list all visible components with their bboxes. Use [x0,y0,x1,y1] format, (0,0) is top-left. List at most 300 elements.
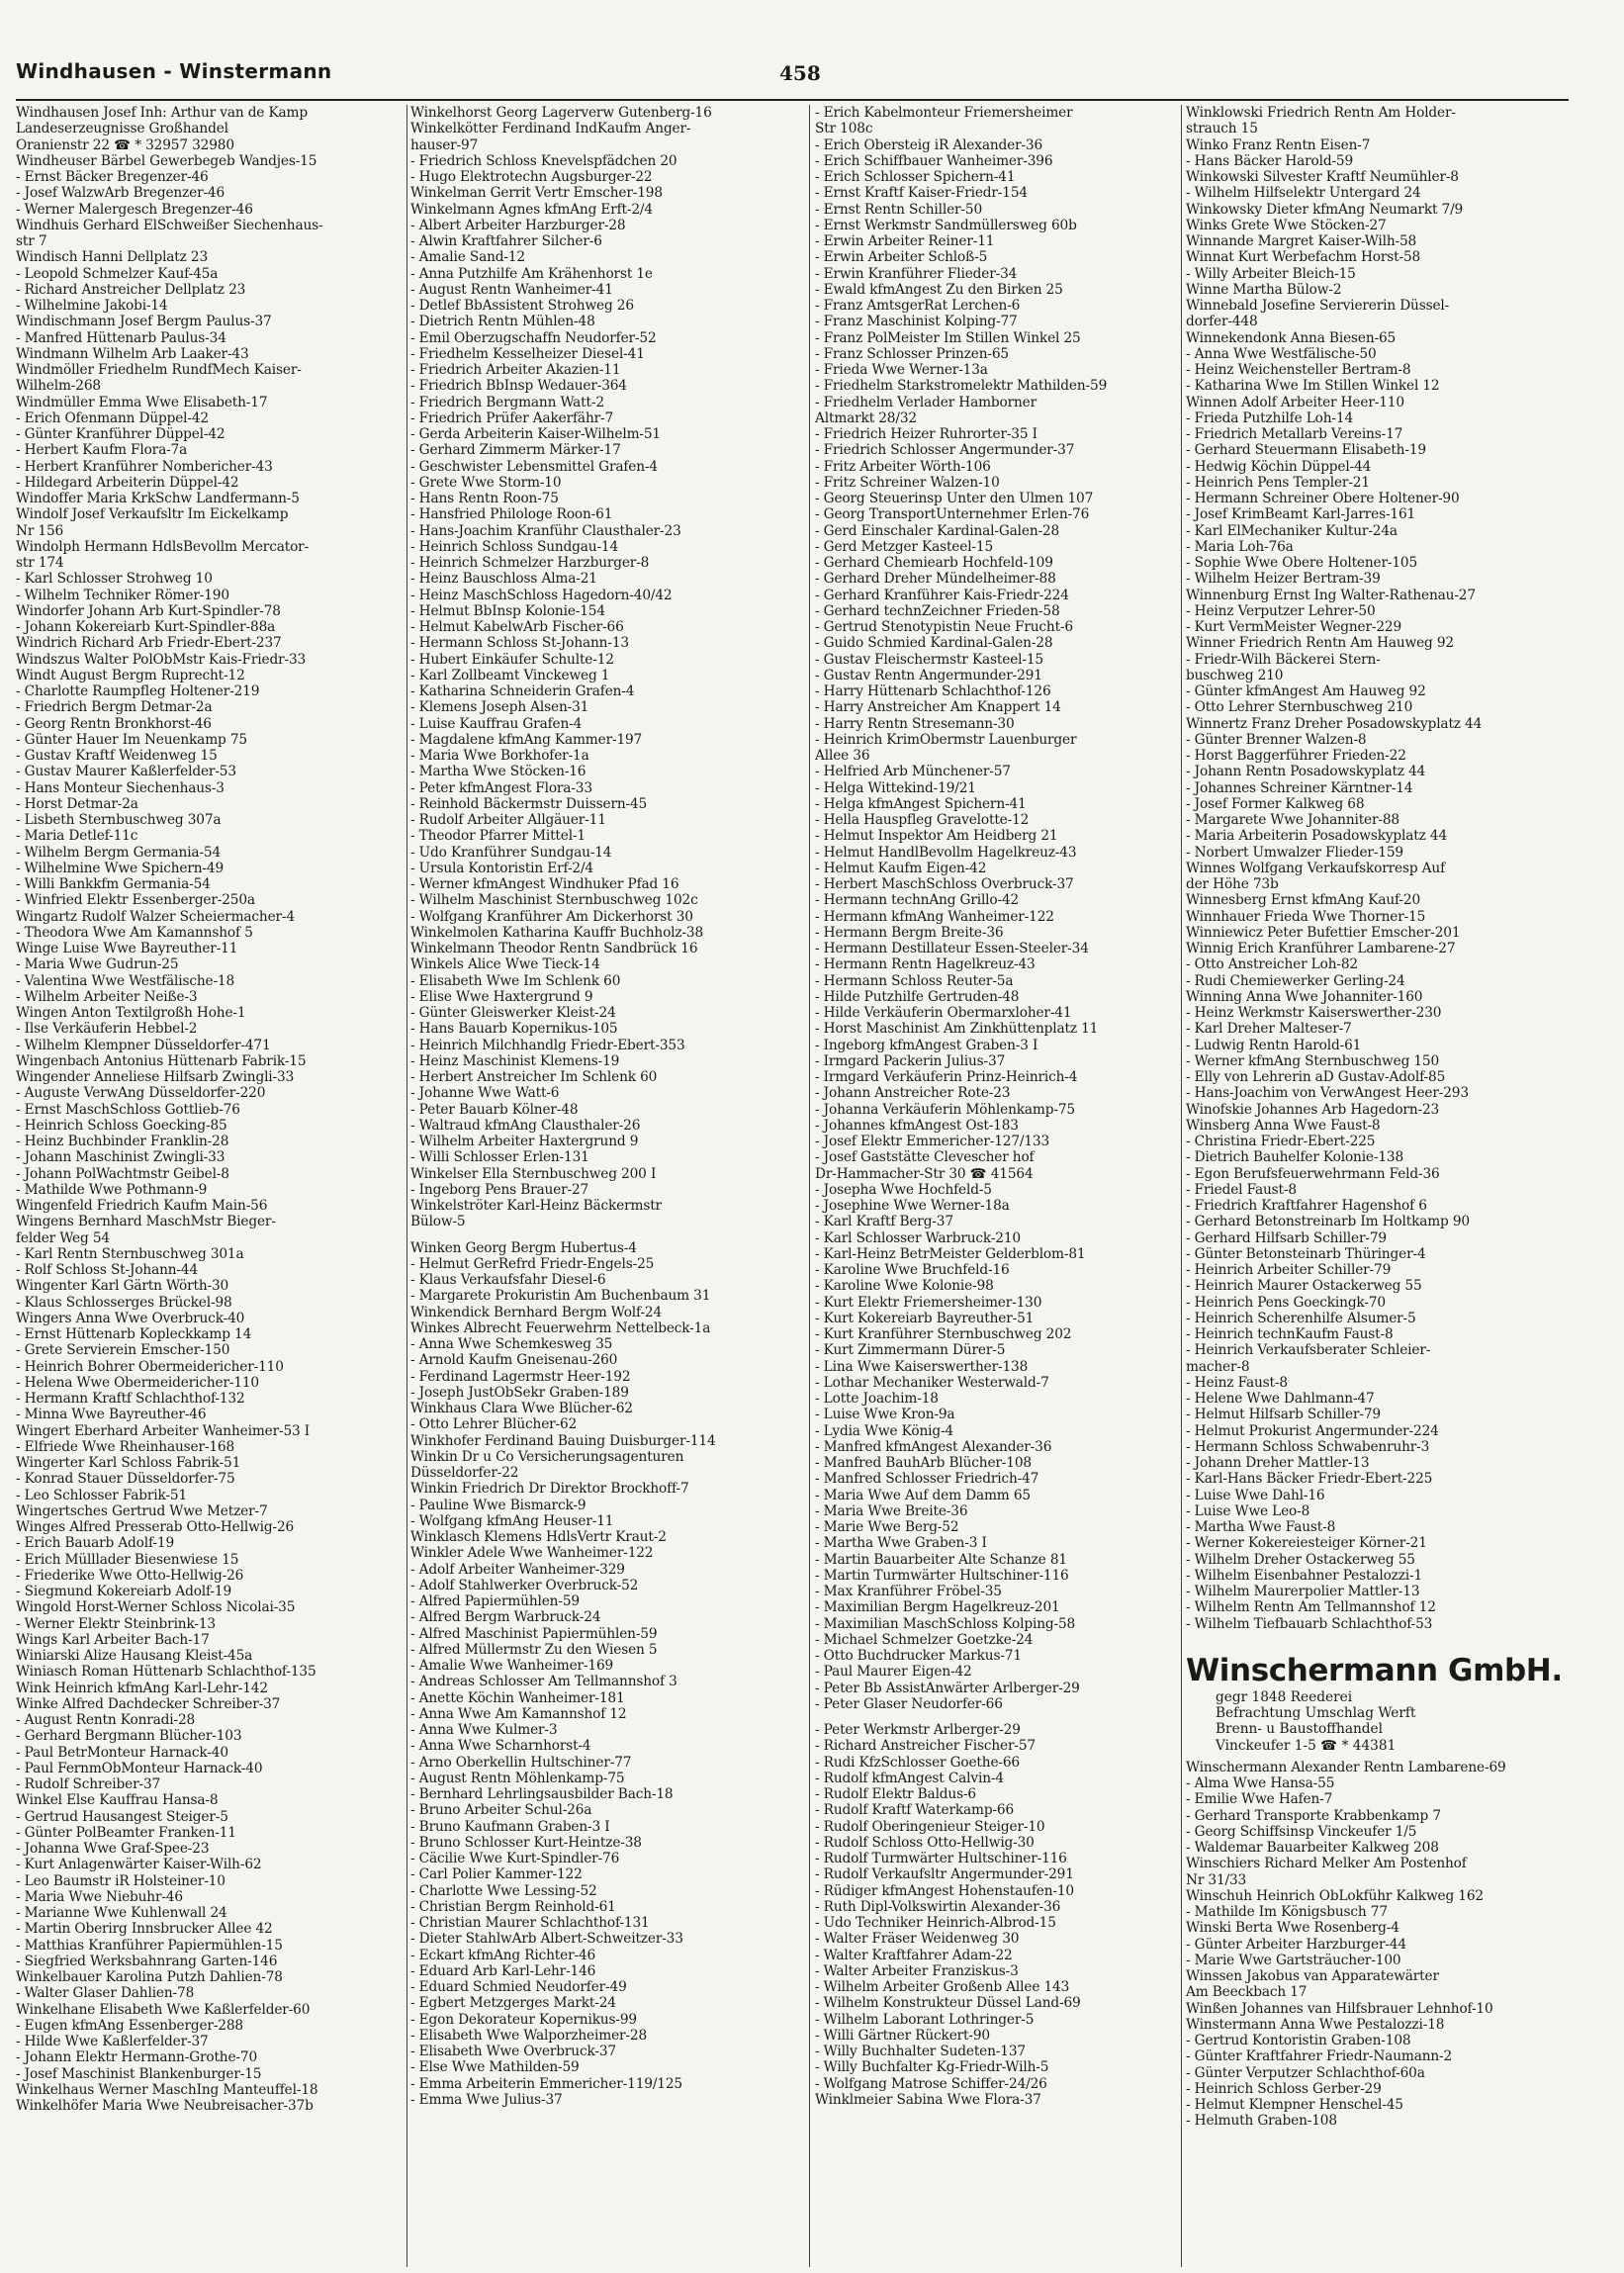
page-number: 458 [779,61,821,85]
directory-entry: - Ferdinand Lagermstr Heer-192 [410,1368,631,1385]
directory-entry: - Joseph JustObSekr Graben-189 [410,1384,629,1401]
directory-entry: - Günter kfmAngest Am Hauweg 92 [1186,683,1426,699]
ad-line: Vinckeufer 1-5 ☎ * 44381 [1216,1737,1397,1754]
directory-entry: - Emma Arbeiterin Emmericher-119/125 [410,2075,682,2092]
directory-entry: - Harry Anstreicher Am Knappert 14 [815,699,1061,716]
directory-entry: - Josef Former Kalkweg 68 [1186,795,1365,812]
directory-entry: str 174 [16,555,64,571]
directory-entry: - Luise Wwe Dahl-16 [1186,1487,1325,1503]
directory-entry: - Martha Wwe Graben-3 I [815,1535,987,1552]
directory-entry: - Kurt VermMeister Wegner-229 [1186,619,1402,635]
directory-entry: - Hermann kfmAng Wanheimer-122 [815,908,1054,925]
directory-entry: - Franz Maschinist Kolping-77 [815,314,1018,330]
directory-entry: - Magdalene kfmAng Kammer-197 [410,731,643,748]
directory-entry: - Rolf Schloss St-Johann-44 [16,1262,199,1278]
directory-entry: - Klaus Verkaufsfahr Diesel-6 [410,1272,606,1288]
directory-entry: - Guido Schmied Kardinal-Galen-28 [815,635,1053,652]
directory-entry: - Eduard Arb Karl-Lehr-146 [410,1962,596,1979]
directory-entry: - Heinrich Scherenhilfe Alsumer-5 [1186,1310,1416,1326]
directory-entry: - Josephine Wwe Werner-18a [815,1198,1010,1214]
directory-entry: - Erich Ofenmann Düppel-42 [16,409,209,426]
directory-entry: - Erwin Arbeiter Reiner-11 [815,233,995,249]
directory-entry: - Christina Friedr-Ebert-225 [1186,1134,1376,1149]
directory-entry: - Hermann Schloss Schwabenruhr-3 [1186,1438,1430,1455]
directory-entry: - Horst Maschinist Am Zinkhüttenplatz 11 [815,1021,1099,1038]
directory-entry: - Günter Verputzer Schlachthof-60a [1186,2064,1425,2081]
directory-entry: Wingers Anna Wwe Overbruck-40 [16,1310,245,1326]
directory-entry: - Karoline Wwe Bruchfeld-16 [815,1262,1010,1278]
directory-entry: - Heinrich Bohrer Obermeidericher-110 [16,1358,284,1375]
column-3 [815,105,1208,2267]
directory-entry: - Ernst Rentn Schiller-50 [815,201,983,218]
directory-entry: - Johanna Verkäuferin Möhlenkamp-75 [815,1101,1075,1118]
directory-entry: - Hubert Einkäufer Schulte-12 [410,651,614,668]
directory-entry: Winkendick Bernhard Bergm Wolf-24 [410,1304,663,1320]
directory-entry: - Heinrich KrimObermstr Lauenburger [815,731,1077,748]
directory-entry: - Emilie Wwe Hafen-7 [1186,1791,1333,1808]
directory-entry: - Hugo Elektrotechn Augsburger-22 [410,169,653,185]
directory-entry: - Theodora Wwe Am Kamannshof 5 [16,924,253,941]
directory-entry: - Johann Dreher Mattler-13 [1186,1455,1370,1471]
directory-entry: - Wilhelm Techniker Römer-190 [16,587,229,603]
directory-entry: - Helfried Arb Münchener-57 [815,764,1011,780]
directory-entry: - Heinrich Milchhandlg Friedr-Ebert-353 [410,1037,685,1053]
directory-entry: Winnesberg Ernst kfmAng Kauf-20 [1186,892,1421,909]
directory-entry: - Michael Schmelzer Goetzke-24 [815,1631,1034,1648]
directory-entry: - Elisabeth Wwe Walporzheimer-28 [410,2027,648,2044]
column-4 [1186,105,1579,2267]
directory-entry: - Richard Anstreicher Fischer-57 [815,1738,1036,1755]
column-4-list-continued [1186,1760,1579,2130]
directory-entry: - Gerhard Steuermann Elisabeth-19 [1186,442,1426,459]
column-4-list [1186,105,1579,1632]
directory-entry: Winne Martha Bülow-2 [1186,281,1342,298]
directory-entry: - Helmut Hilfsarb Schiller-79 [1186,1407,1381,1423]
directory-entry: - Siegmund Kokereiarb Adolf-19 [16,1584,232,1599]
directory-entry: - Manfred Schlosser Friedrich-47 [815,1471,1039,1488]
directory-entry: - Franz PolMeister Im Stillen Winkel 25 [815,329,1081,346]
directory-entry: Winkelbauer Karolina Putzh Dahlien-78 [16,1969,283,1985]
directory-entry: Winnen Adolf Arbeiter Heer-110 [1186,394,1404,410]
directory-entry: - Gerhard Kranführer Kais-Friedr-224 [815,587,1069,603]
directory-entry: - Marie Wwe Gartsträucher-100 [1186,1952,1401,1968]
directory-entry: - Amalie Sand-12 [410,249,525,266]
blank-line [815,1712,1208,1722]
directory-entry: - Werner Malergesch Bregenzer-46 [16,201,253,218]
directory-entry: - Anna Wwe Westfälische-50 [1186,345,1377,362]
directory-entry: - Friedrich Arbeiter Akazien-11 [410,362,621,378]
company-advertisement [1186,1652,1579,1754]
directory-entry: - Otto Lehrer Blücher-62 [410,1416,578,1433]
directory-entry: - Rudolf Kraftf Waterkamp-66 [815,1802,1015,1819]
directory-entry: Winkelmann Agnes kfmAng Erft-2/4 [410,201,653,218]
directory-entry: - Gerhard Zimmerm Märker-17 [410,442,621,459]
directory-entry: - Wilhelm Tiefbauarb Schlachthof-53 [1186,1615,1433,1632]
directory-entry: - Josef KrimBeamt Karl-Jarres-161 [1186,506,1416,523]
directory-entry: - Gustav Fleischermstr Kasteel-15 [815,651,1043,668]
directory-entry: - Udo Techniker Heinrich-Albrod-15 [815,1915,1056,1931]
directory-entry: Wingartz Rudolf Walzer Scheiermacher-4 [16,908,295,925]
ad-line: gegr 1848 Reederei [1216,1688,1353,1705]
directory-entry: - Matthias Kranführer Papiermühlen-15 [16,1937,283,1954]
directory-entry: - Martin Bauarbeiter Alte Schanze 81 [815,1551,1067,1568]
directory-entry: - Katharina Schneiderin Grafen-4 [410,683,635,699]
directory-entry: - Hansfried Philologe Roon-61 [410,506,613,523]
directory-entry: Winnig Erich Kranführer Lambarene-27 [1186,941,1456,956]
directory-entry: - Helmut BbInsp Kolonie-154 [410,602,605,619]
directory-entry: Wingenter Karl Gärtn Wörth-30 [16,1278,229,1295]
directory-entry: - Gustav Rentn Angermunder-291 [815,667,1042,683]
directory-entry: - Johanna Wwe Graf-Spee-23 [16,1841,210,1857]
directory-entry: Winnhauer Frieda Wwe Thorner-15 [1186,908,1426,925]
directory-entry: - Maria Arbeiterin Posadowskyplatz 44 [1186,828,1448,845]
directory-entry: - Willy Buchhalter Sudeten-137 [815,2044,1026,2059]
directory-entry: - Heinrich Maurer Ostackerweg 55 [1186,1278,1422,1295]
directory-entry: - Erich Obersteig iR Alexander-36 [815,136,1043,153]
directory-entry: - Hilde Putzhilfe Gertruden-48 [815,988,1020,1005]
directory-entry: - Hermann Schreiner Obere Holtener-90 [1186,491,1460,506]
directory-entry: - Hermann Schloss St-Johann-13 [410,635,629,652]
directory-entry: - Wilhelm Maurerpolier Mattler-13 [1186,1584,1420,1599]
directory-entry: - Hermann Kraftf Schlachthof-132 [16,1391,245,1407]
directory-entry: - Anna Wwe Scharnhorst-4 [410,1738,591,1755]
directory-entry: - Wilhelm Laborant Lothringer-5 [815,2011,1035,2028]
directory-entry: Winken Georg Bergm Hubertus-4 [410,1239,637,1256]
directory-entry: - Theodor Pfarrer Mittel-1 [410,828,586,845]
directory-entry: - Gerd Einschaler Kardinal-Galen-28 [815,522,1060,539]
directory-entry: Windhuis Gerhard ElSchweißer Siechenhaus- [16,217,323,233]
directory-entry: - Erwin Arbeiter Schloß-5 [815,249,988,266]
directory-entry: macher-8 [1186,1358,1250,1375]
directory-entry: - Wilhelm Hilfselektr Untergard 24 [1186,185,1421,202]
directory-entry: Windorfer Johann Arb Kurt-Spindler-78 [16,602,281,619]
directory-entry: - Gerhard Chemiearb Hochfeld-109 [815,555,1053,571]
directory-entry: - Harry Rentn Stresemann-30 [815,715,1015,732]
directory-entry: Winkelman Gerrit Vertr Emscher-198 [410,185,663,202]
directory-entry: - Georg Steuerinsp Unter den Ulmen 107 [815,491,1094,506]
directory-entry: - Wilhelm Klempner Düsseldorfer-471 [16,1037,271,1053]
directory-entry: Windoffer Maria KrkSchw Landfermann-5 [16,491,300,506]
directory-entry: - Franz Schlosser Prinzen-65 [815,345,1009,362]
blank-line [410,1230,803,1240]
directory-entry: - Werner kfmAngest Windhuker Pfad 16 [410,876,679,892]
ad-company-name: Winschermann GmbH. [1186,1652,1563,1688]
directory-entry: - Mathilde Wwe Pothmann-9 [16,1181,208,1198]
directory-entry: - Ernst Hüttenarb Kopleckkamp 14 [16,1326,252,1342]
directory-entry: Winke Alfred Dachdecker Schreiber-37 [16,1695,281,1712]
directory-entry: - Wilhelmine Jakobi-14 [16,298,168,314]
directory-entry: - Martin Oberirg Innsbrucker Allee 42 [16,1921,273,1938]
directory-entry: - Auguste VerwAng Düsseldorfer-220 [16,1085,266,1102]
directory-entry: - Helmut Klempner Henschel-45 [1186,2097,1403,2113]
directory-entry: - Bruno Schlosser Kurt-Heintze-38 [410,1834,642,1851]
directory-entry: - Gerhard Hilfsarb Schiller-79 [1186,1229,1387,1246]
directory-entry: - Rudolf Schloss Otto-Hellwig-30 [815,1834,1035,1851]
directory-entry: - Max Kranführer Fröbel-35 [815,1584,1002,1599]
directory-entry: - August Rentn Möhlenkamp-75 [410,1770,625,1786]
directory-entry: - Heinrich Pens Goeckingk-70 [1186,1294,1386,1311]
directory-entry: - Martin Turmwärter Hultschiner-116 [815,1567,1069,1584]
directory-entry: Wingert Eberhard Arbeiter Wanheimer-53 I [16,1422,311,1439]
directory-entry: - Günter Hauer Im Neuenkamp 75 [16,731,247,748]
directory-entry: - Heinrich Verkaufsberater Schleier- [1186,1342,1431,1359]
directory-entry: - Rudolf Oberingenieur Steiger-10 [815,1818,1045,1835]
directory-entry: Wingertsches Gertrud Wwe Metzer-7 [16,1502,268,1519]
directory-entry: - Fritz Schreiner Walzen-10 [815,474,1000,491]
directory-entry: - Paul BetrMonteur Harnack-40 [16,1744,228,1761]
directory-entry: Nr 31/33 [1186,1871,1247,1888]
ad-line: Brenn- u Baustoffhandel [1216,1721,1384,1738]
directory-entry: - Elise Wwe Haxtergrund 9 [410,988,593,1005]
directory-entry: Dr-Hammacher-Str 30 ☎ 41564 [815,1165,1034,1182]
directory-entry: - Dietrich Rentn Mühlen-48 [410,314,595,330]
directory-entry: - Heinrich Schloss Gerber-29 [1186,2080,1382,2097]
directory-entry: - Bernhard Lehrlingsausbilder Bach-18 [410,1786,674,1802]
directory-entry: - Günter Arbeiter Harzburger-44 [1186,1936,1406,1953]
directory-entry: - Charlotte Raumpfleg Holtener-219 [16,683,260,699]
column-2 [410,105,803,2267]
directory-entry: Winks Grete Wwe Stöcken-27 [1186,217,1387,233]
directory-entry: Winning Anna Wwe Johanniter-160 [1186,988,1423,1005]
directory-entry: - Johannes kfmAngest Ost-183 [815,1117,1019,1134]
directory-entry: - Paul FernmObMonteur Harnack-40 [16,1760,263,1776]
directory-entry: - Wilhelm Eisenbahner Pestalozzi-1 [1186,1567,1423,1584]
directory-entry: - Heinrich Schloss Sundgau-14 [410,538,619,555]
directory-entry: - Heinz Verputzer Lehrer-50 [1186,602,1376,619]
directory-entry: - Ursula Kontoristin Erf-2/4 [410,860,593,876]
directory-entry: - Wolfgang kfmAng Heuser-11 [410,1512,614,1529]
directory-entry: - Geschwister Lebensmittel Grafen-4 [410,458,658,475]
directory-entry: - Heinrich Schmelzer Harzburger-8 [410,555,650,571]
directory-entry: - Ernst Werkmstr Sandmüllersweg 60b [815,217,1077,233]
directory-entry: - Frieda Putzhilfe Loh-14 [1186,409,1354,426]
directory-entry: - Wolfgang Matrose Schiffer-24/26 [815,2075,1047,2092]
directory-entry: - Maximilian Bergm Hagelkreuz-201 [815,1599,1060,1616]
directory-entry: - Horst Detmar-2a [16,795,138,812]
directory-entry: - Josef Maschinist Blankenburger-15 [16,2065,262,2082]
directory-entry: - Peter kfmAngest Flora-33 [410,779,592,796]
running-head: Windhausen - Winstermann [16,59,332,83]
directory-entry: - Helmut GerRefrd Friedr-Engels-25 [410,1255,655,1272]
directory-entry: - Charlotte Wwe Lessing-52 [410,1882,597,1899]
directory-entry: - Martha Wwe Stöcken-16 [410,764,586,780]
directory-entry: Winkhaus Clara Wwe Blücher-62 [410,1401,633,1416]
header-rule [16,99,1569,101]
directory-entry: - Friedrich Metallarb Vereins-17 [1186,426,1403,442]
directory-entry: - Johannes Schreiner Kärntner-14 [1186,779,1413,796]
directory-entry: - Anette Köchin Wanheimer-181 [410,1689,625,1706]
directory-entry: - Hedwig Köchin Düppel-44 [1186,458,1372,475]
directory-entry: - Friedr-Wilh Bäckerei Stern- [1186,651,1381,668]
directory-entry: - Wilhelm Bergm Germania-54 [16,844,222,861]
directory-entry: Winkelkötter Ferdinand IndKaufm Anger- [410,121,691,137]
directory-entry: - Elly von Lehrerin aD Gustav-Adolf-85 [1186,1069,1446,1085]
directory-entry: - Bruno Kaufmann Graben-3 I [410,1818,610,1835]
directory-entry: - Karl ElMechaniker Kultur-24a [1186,522,1398,539]
directory-entry: Düsseldorfer-22 [410,1465,519,1481]
directory-entry: Windmöller Friedhelm RundfMech Kaiser- [16,362,302,378]
directory-entry: - Heinz Buchbinder Franklin-28 [16,1134,229,1149]
directory-entry: - Sophie Wwe Obere Holtener-105 [1186,555,1418,571]
directory-entry: - Adolf Arbeiter Wanheimer-329 [410,1561,625,1578]
directory-entry: - Friedhelm Kesselheizer Diesel-41 [410,345,645,362]
directory-entry: - Friedhelm Verlader Hamborner [815,394,1038,410]
directory-entry: - Johann Anstreicher Rote-23 [815,1085,1011,1102]
directory-entry: - Valentina Wwe Westfälische-18 [16,972,235,989]
directory-entry: - Johann Elektr Hermann-Grothe-70 [16,2049,258,2066]
directory-entry: - Wilhelm Dreher Ostackerweg 55 [1186,1551,1415,1568]
directory-entry: - Erich Mülllader Biesenwiese 15 [16,1551,239,1568]
directory-entry: Windt August Bergm Ruprecht-12 [16,667,245,683]
directory-entry: - Willy Arbeiter Bleich-15 [1186,265,1356,282]
directory-entry: - Walter Glaser Dahlien-78 [16,1985,195,2002]
directory-entry: - Herbert MaschSchloss Overbruck-37 [815,876,1074,892]
directory-entry: - Gerd Metzger Kasteel-15 [815,538,994,555]
directory-entry: - Peter Werkmstr Arlberger-29 [815,1722,1021,1738]
directory-entry: - Otto Buchdrucker Markus-71 [815,1648,1022,1664]
directory-entry: strauch 15 [1186,121,1258,137]
directory-entry: - Kurt Kranführer Sternbuschweg 202 [815,1326,1072,1342]
directory-entry: - Ernst Bäcker Bregenzer-46 [16,169,209,185]
directory-entry: Wingenbach Antonius Hüttenarb Fabrik-15 [16,1052,307,1069]
directory-entry: Allee 36 [815,748,870,764]
directory-entry: - Otto Lehrer Sternbuschweg 210 [1186,699,1413,716]
directory-entry: - Josef WalzwArb Bregenzer-46 [16,185,226,202]
directory-entry: - Helmut HandlBevollm Hagelkreuz-43 [815,844,1077,861]
directory-entry: - Otto Anstreicher Loh-82 [1186,956,1358,973]
directory-entry: - Irmgard Packerin Julius-37 [815,1052,1006,1069]
directory-entry: - Maria Loh-76a [1186,538,1294,555]
directory-entry: str 7 [16,233,47,249]
directory-entry: - Friedrich Bergmann Watt-2 [410,394,604,410]
directory-entry: - Maria Wwe Niebuhr-46 [16,1888,183,1905]
directory-entry: - Kurt Elektr Friemersheimer-130 [815,1294,1042,1311]
directory-entry: - Gerhard Bergmann Blücher-103 [16,1728,242,1745]
directory-entry: - Gustav Kraftf Weidenweg 15 [16,748,218,764]
directory-entry: - Karoline Wwe Kolonie-98 [815,1278,994,1295]
directory-entry: Bülow-5 [410,1214,466,1230]
directory-entry: Winnekendonk Anna Biesen-65 [1186,329,1397,346]
directory-entry: - Harry Hüttenarb Schlachthof-126 [815,683,1051,699]
directory-entry: - Helmut Prokurist Angermunder-224 [1186,1422,1439,1439]
directory-entry: - Hermann technAng Grillo-42 [815,892,1020,909]
directory-entry: - Gerhard Dreher Mündelheimer-88 [815,571,1056,588]
directory-entry: - Herbert Kranführer Nombericher-43 [16,458,273,475]
directory-entry: Windszus Walter PolObMstr Kais-Friedr-33 [16,651,307,668]
directory-entry: - Gustav Maurer Kaßlerfelder-53 [16,764,236,780]
directory-entry: - Maria Wwe Breite-36 [815,1502,968,1519]
directory-entry: Winssen Jakobus van Apparatewärter [1186,1968,1439,1984]
directory-entry: - Alfred Maschinist Papiermühlen-59 [410,1625,658,1642]
directory-entry: - Rüdiger kfmAngest Hohenstaufen-10 [815,1882,1074,1899]
directory-entry: - Karl Schlosser Strohweg 10 [16,571,213,588]
directory-entry: - Wilhelmine Wwe Spichern-49 [16,860,225,876]
directory-entry: - Luise Wwe Leo-8 [1186,1502,1310,1519]
directory-entry: - Karl Kraftf Berg-37 [815,1214,953,1230]
directory-entry: - Kurt Anlagenwärter Kaiser-Wilh-62 [16,1857,262,1873]
directory-entry: dorfer-448 [1186,314,1258,330]
directory-entry: - Manfred Hüttenarb Paulus-34 [16,329,226,346]
directory-entry: - Ingeborg Pens Brauer-27 [410,1181,589,1198]
directory-entry: - Josef Elektr Emmericher-127/133 [815,1134,1050,1149]
directory-entry: Winkelströter Karl-Heinz Bäckermstr [410,1198,662,1214]
directory-entry: Winkelhaus Werner MaschIng Manteuffel-18 [16,2081,318,2098]
directory-entry: - Paul Maurer Eigen-42 [815,1664,972,1681]
directory-entry: Oranienstr 22 ☎ * 32957 32980 [16,136,234,153]
directory-entry: - Ernst Kraftf Kaiser-Friedr-154 [815,185,1028,202]
directory-entry: Winkel Else Kauffrau Hansa-8 [16,1792,219,1809]
directory-entry: - Karl-Hans Bäcker Friedr-Ebert-225 [1186,1471,1433,1488]
directory-entry: - Friedrich Kraftfahrer Hagenshof 6 [1186,1198,1427,1214]
directory-entry: - Lisbeth Sternbuschweg 307a [16,812,222,828]
directory-entry: Windolph Hermann HdlsBevollm Mercator- [16,538,310,555]
directory-entry: - Herbert Kaufm Flora-7a [16,442,188,459]
directory-entry: - Hans-Joachim von VerwAngest Heer-293 [1186,1085,1469,1102]
directory-entry: Wingen Anton Textilgroßh Hohe-1 [16,1005,246,1021]
directory-entry: - Heinz Werkmstr Kaiserswerther-230 [1186,1005,1442,1021]
directory-entry: - Dieter StahlwArb Albert-Schweitzer-33 [410,1931,683,1948]
directory-entry: - Lothar Mechaniker Westerwald-7 [815,1374,1049,1391]
directory-entry: - Alwin Kraftfahrer Silcher-6 [410,233,602,249]
directory-entry: - Reinhold Bäckermstr Duissern-45 [410,795,648,812]
directory-entry: - Wilhelm Heizer Bertram-39 [1186,571,1381,588]
directory-entry: Wingender Anneliese Hilfsarb Zwingli-33 [16,1069,295,1085]
directory-entry: Winklasch Klemens HdlsVertr Kraut-2 [410,1529,667,1545]
directory-entry: - Arno Oberkellin Hultschiner-77 [410,1754,632,1771]
directory-entry: - Margarete Prokuristin Am Buchenbaum 31 [410,1288,711,1305]
directory-entry: - Wilhelm Arbeiter Großenb Allee 143 [815,1979,1070,1995]
directory-entry: - Friedrich Prüfer Aakerfähr-7 [410,409,614,426]
directory-entry: - Erich Bauarb Adolf-19 [16,1535,175,1552]
ad-line: Befrachtung Umschlag Werft [1216,1705,1416,1721]
directory-entry: - Margarete Wwe Johanniter-88 [1186,812,1399,828]
directory-entry: - Karl Zollbeamt Vinckeweg 1 [410,667,610,683]
directory-entry: - Karl Dreher Malteser-7 [1186,1021,1352,1038]
directory-entry: Winofskie Johannes Arb Hagedorn-23 [1186,1101,1440,1118]
directory-entry: Wingold Horst-Werner Schloss Nicolai-35 [16,1599,296,1616]
directory-entry: hauser-97 [410,136,479,153]
directory-entry: - Heinrich Arbeiter Schiller-79 [1186,1262,1392,1278]
directory-entry: - August Rentn Konradi-28 [16,1712,196,1728]
directory-entry: Winklowski Friedrich Rentn Am Holder- [1186,105,1456,121]
directory-entry: - Erich Schlosser Spichern-41 [815,169,1016,185]
directory-entry: - Rudolf kfmAngest Calvin-4 [815,1770,1004,1786]
directory-entry: - Manfred BauhArb Blücher-108 [815,1455,1032,1471]
directory-entry: - Hilde Verkäuferin Obermarxloher-41 [815,1005,1072,1021]
directory-entry: - Albert Arbeiter Harzburger-28 [410,217,626,233]
directory-entry: - Willi Schlosser Erlen-131 [410,1149,589,1166]
directory-entry: - Siegfried Werksbahnrang Garten-146 [16,1953,278,1969]
directory-entry: - Peter Glaser Neudorfer-66 [815,1695,1003,1712]
directory-entry: - Willi Bankkfm Germania-54 [16,876,211,892]
directory-entry: - Grete Servierein Emscher-150 [16,1342,230,1359]
directory-entry: Winsberg Anna Wwe Faust-8 [1186,1117,1381,1134]
directory-entry: - Hildegard Arbeiterin Düppel-42 [16,474,239,491]
directory-entry: - Hilde Wwe Kaßlerfelder-37 [16,2034,209,2049]
directory-entry: Winiarski Alize Hausang Kleist-45a [16,1648,253,1664]
directory-entry: - Gerhard technZeichner Frieden-58 [815,602,1060,619]
directory-entry: Winnat Kurt Werbefachm Horst-58 [1186,249,1421,266]
directory-entry: Winkhofer Ferdinand Bauing Duisburger-114 [410,1432,716,1449]
directory-entry: - Maria Wwe Auf dem Damm 65 [815,1487,1031,1503]
directory-entry: - Georg Rentn Bronkhorst-46 [16,715,212,732]
directory-entry: - Heinz Bauschloss Alma-21 [410,571,597,588]
directory-entry: - Amalie Wwe Wanheimer-169 [410,1658,614,1674]
directory-entry: - Rudolf Schreiber-37 [16,1776,161,1792]
directory-entry: Winge Luise Wwe Bayreuther-11 [16,941,238,956]
directory-entry: Winkelhorst Georg Lagerverw Gutenberg-16 [410,105,712,121]
directory-entry: Winnebald Josefine Serviererin Düssel- [1186,298,1450,314]
